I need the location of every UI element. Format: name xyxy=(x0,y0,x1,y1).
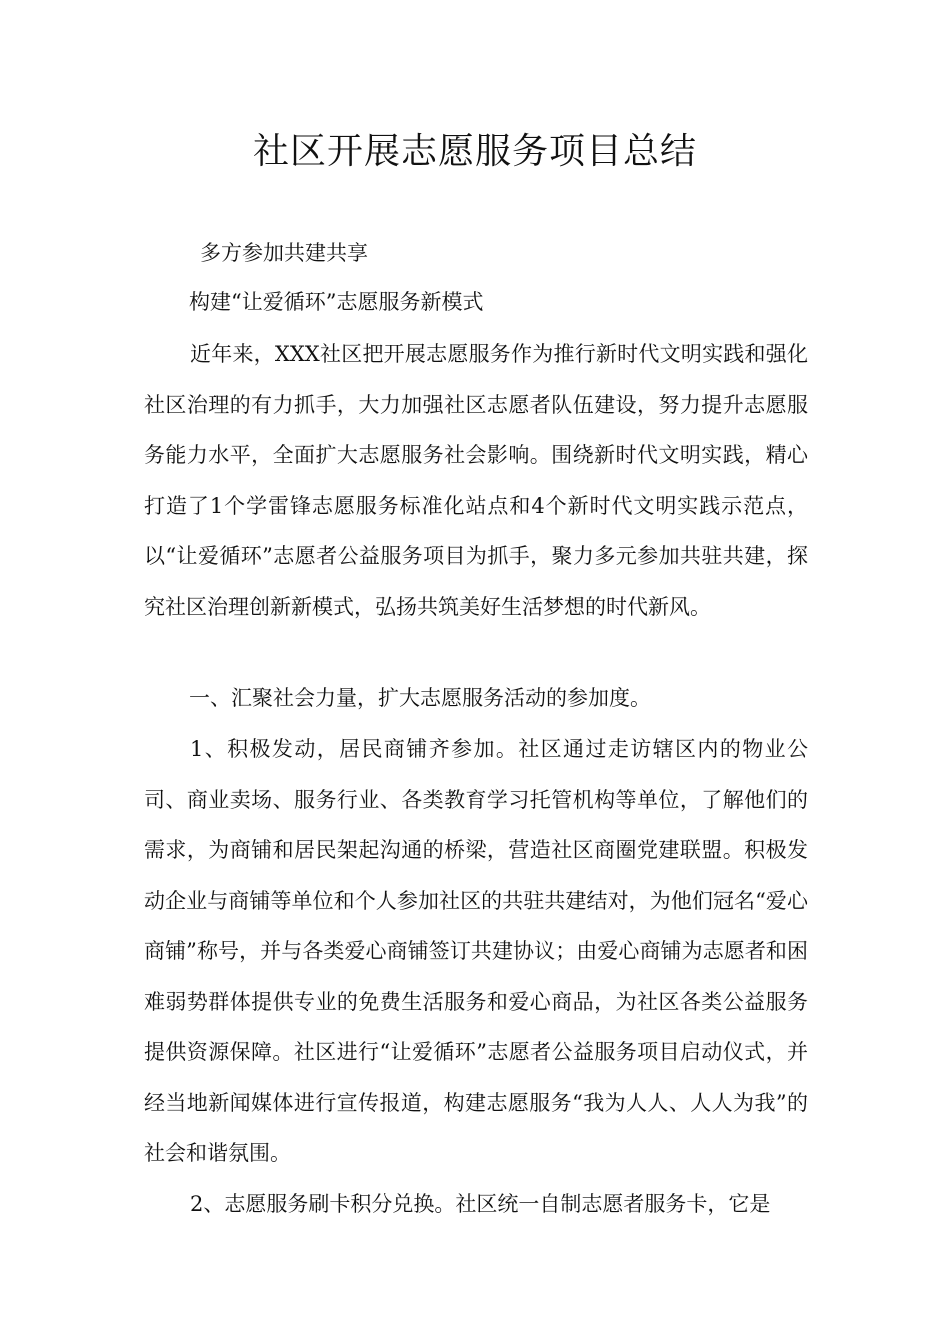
section-heading-1: 一、汇聚社会力量，扩大志愿服务活动的参加度。 xyxy=(189,686,651,710)
subtitle-two: 构建“让爱循环”志愿服务新模式 xyxy=(189,290,484,314)
item-2-paragraph: 2、志愿服务刷卡积分兑换。社区统一自制志愿者服务卡，它是 xyxy=(190,1192,771,1216)
subtitle-one: 多方参加共建共享 xyxy=(200,241,368,265)
document-title: 社区开展志愿服务项目总结 xyxy=(252,131,697,172)
item-1-paragraph: 1、积极发动，居民商铺齐参加。社区通过走访辖区内的物业公司、商业卖场、服务行业、各类教育学习托管机构等单位，了解他们的需求，为商铺和居民架起沟通的桥梁，营造社区商圈党建联盟。积极发动企业与商铺等单位和个人参加社区的共驻共建结对，为他们冠名“爱心商铺”称号，并与各类爱心商铺签订共建协议；由爱心商铺为志愿者和困难弱势群体提供专业的免费生活服务和爱心商品，为社区各类公益服务提供资源保障。社区进行“让爱循环”志愿者公益服务项目启动仪式，并经当地新闻媒体进行宣传报道，构建志愿服务“我为人人、人人为我”的社会和谐氛围。 xyxy=(144,737,808,1165)
intro-paragraph: 近年来，XXX社区把开展志愿服务作为推行新时代文明实践和强化社区治理的有力抓手，大力加强社区志愿者队伍建设，努力提升志愿服务能力水平，全面扩大志愿服务社会影响。围绕新时代文明实践，精心打造了1个学雷锋志愿服务标准化站点和4个新时代文明实践示范点，以“让爱循环”志愿者公益服务项目为抓手，聚力多元参加共驻共建，探究社区治理创新新模式，弘扬共筑美好生活梦想的时代新风。 xyxy=(144,342,808,619)
